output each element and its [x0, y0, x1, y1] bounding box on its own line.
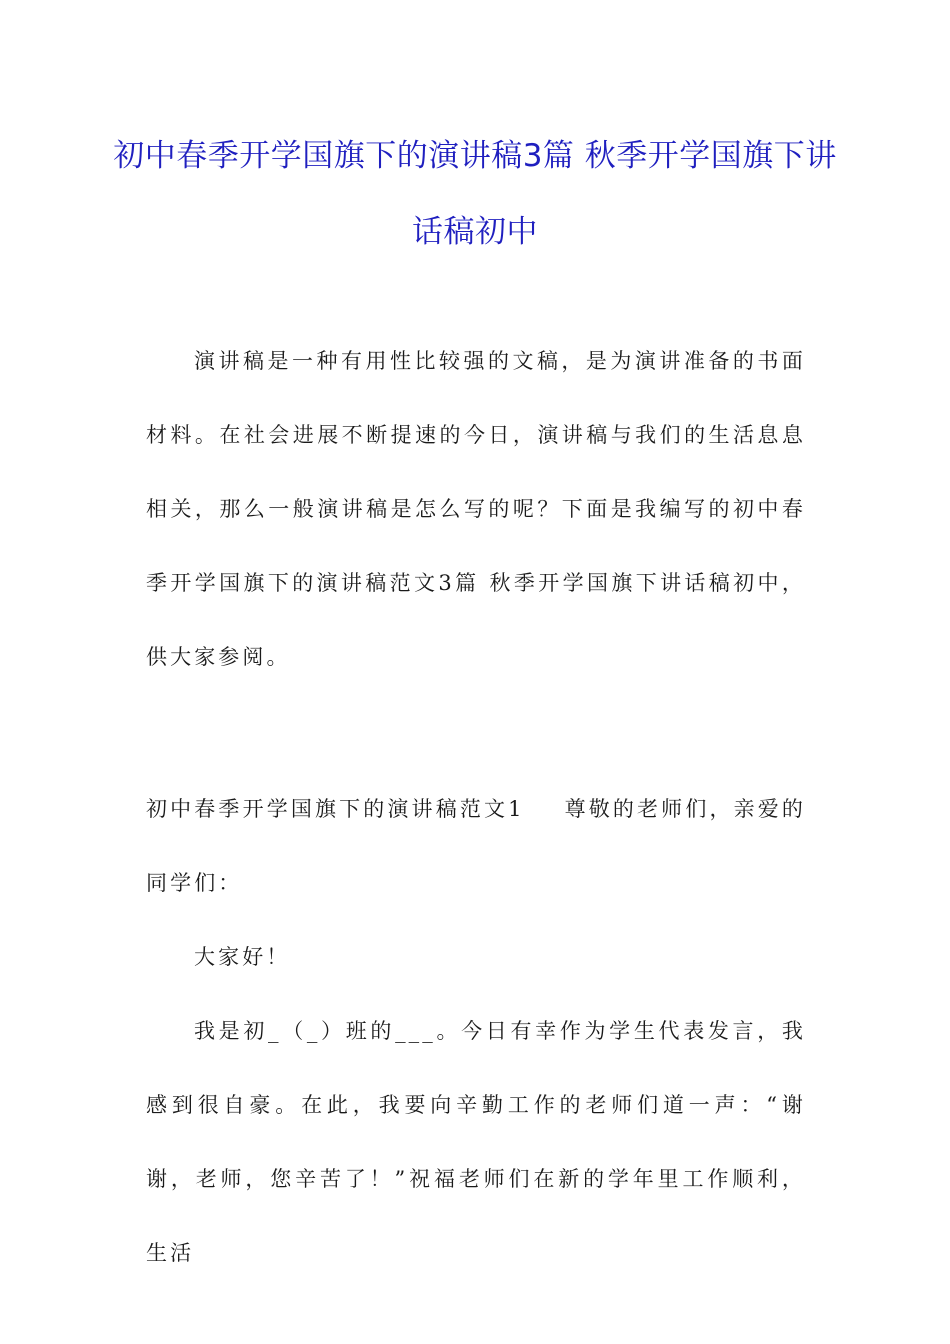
section-heading-paragraph — [146, 772, 806, 920]
document-title: 初中春季开学国旗下的演讲稿3篇 秋季开学国旗下讲话稿初中 — [113, 138, 837, 250]
greeting-paragraph: 大家好！ — [194, 945, 291, 969]
section-title: 初中春季开学国旗下的演讲稿范文1 — [146, 797, 525, 821]
salutation: 尊敬的老师们，亲爱的同学们： — [146, 797, 806, 895]
speech-paragraph: 我是初_（_）班的___。今日有幸作为学生代表发言，我感到很自豪。在此，我要向辛勤工作的老师们道一声：“谢谢，老师，您辛苦了！”祝福老师们在新的学年里工作顺利，生活 — [146, 1019, 806, 1265]
intro-paragraph: 演讲稿是一种有用性比较强的文稿，是为演讲准备的书面材料。在社会进展不断提速的今日，演讲稿与我们的生活息息相关，那么一般演讲稿是怎么写的呢？下面是我编写的初中春季开学国旗下的演讲稿范文3篇 秋季开学国旗下讲话稿初中，供大家参阅。 — [146, 349, 806, 669]
